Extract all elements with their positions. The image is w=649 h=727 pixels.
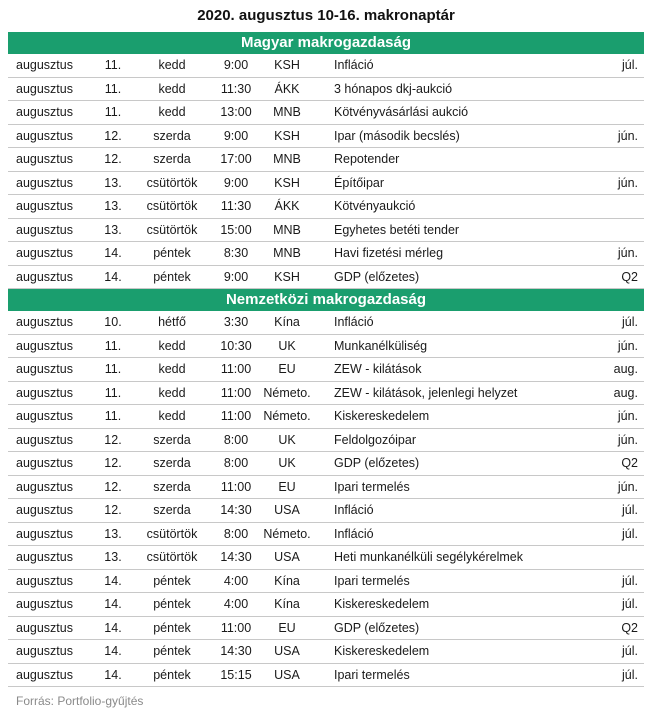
table-row <box>8 172 644 196</box>
day-cell: 10. <box>104 315 122 329</box>
event-cell: Kötvényaukció <box>334 199 416 213</box>
weekday-cell: kedd <box>158 362 186 376</box>
period-cell: júl. <box>622 644 638 658</box>
source-cell: USA <box>274 644 300 658</box>
period-cell <box>594 546 644 569</box>
section-header: Magyar makrogazdaság <box>8 32 644 54</box>
period-cell: Q2 <box>621 620 638 635</box>
day-cell: 14. <box>104 667 122 682</box>
period-cell: Q2 <box>621 269 638 284</box>
source-cell: Kína <box>274 315 300 329</box>
month-cell: augusztus <box>16 315 73 329</box>
weekday-cell: kedd <box>158 105 186 119</box>
month-cell: augusztus <box>16 597 73 611</box>
period-cell: jún. <box>617 338 638 353</box>
source-cell: MNB <box>273 152 301 166</box>
period-cell: jún. <box>617 432 638 447</box>
month-cell: augusztus <box>16 620 73 635</box>
time-cell: 13:00 <box>220 105 252 119</box>
event-cell: Építőipar <box>334 175 385 190</box>
section-hungarian <box>8 32 644 289</box>
table-row <box>8 593 644 617</box>
table-row <box>8 219 644 243</box>
time-cell: 8:00 <box>223 432 249 447</box>
period-cell: jún. <box>617 175 638 190</box>
source-cell: ÁKK <box>274 81 300 96</box>
table-row <box>8 664 644 688</box>
day-cell: 12. <box>104 432 122 447</box>
macro-calendar <box>8 0 644 711</box>
month-cell: augusztus <box>16 479 73 494</box>
month-cell: augusztus <box>16 128 73 143</box>
month-cell: augusztus <box>16 503 73 517</box>
period-cell: jún. <box>617 479 638 494</box>
weekday-cell: szerda <box>153 152 191 166</box>
table-row <box>8 335 644 359</box>
weekday-cell: kedd <box>158 385 186 400</box>
source-cell: USA <box>274 667 300 682</box>
table-row <box>8 195 644 219</box>
event-cell: Havi fizetési mérleg <box>334 246 444 260</box>
event-cell: GDP (előzetes) <box>334 269 420 284</box>
event-cell: Kiskereskedelem <box>334 644 430 658</box>
table-row <box>8 640 644 664</box>
section-international <box>8 289 644 687</box>
source-cell: KSH <box>274 175 300 190</box>
period-cell: júl. <box>622 503 638 517</box>
source-cell: KSH <box>274 128 300 143</box>
source-cell: MNB <box>273 105 301 119</box>
event-cell: Repotender <box>334 152 400 166</box>
month-cell: augusztus <box>16 58 73 72</box>
period-cell: jún. <box>617 246 638 260</box>
period-cell <box>594 219 644 242</box>
row-list <box>8 54 644 289</box>
source-cell: USA <box>274 503 300 517</box>
event-cell: Ipari termelés <box>334 479 410 494</box>
weekday-cell: péntek <box>153 644 191 658</box>
month-cell: augusztus <box>16 573 73 588</box>
weekday-cell: csütörtök <box>146 199 198 213</box>
weekday-cell: hétfő <box>158 315 186 329</box>
period-cell: júl. <box>622 526 638 541</box>
period-cell: júl. <box>622 667 638 682</box>
page-title: 2020. augusztus 10-16. makronaptár <box>197 7 455 24</box>
time-cell: 11:00 <box>220 620 252 635</box>
period-cell: aug. <box>613 362 638 376</box>
time-cell: 15:15 <box>220 667 252 682</box>
day-cell: 13. <box>104 526 122 541</box>
period-cell: júl. <box>622 58 638 72</box>
month-cell: augusztus <box>16 246 73 260</box>
day-cell: 14. <box>104 269 122 284</box>
day-cell: 13. <box>104 550 122 564</box>
event-cell: Infláció <box>334 503 374 517</box>
table-row <box>8 405 644 429</box>
time-cell: 11:00 <box>220 409 252 423</box>
table-row <box>8 523 644 547</box>
time-cell: 14:30 <box>220 644 252 658</box>
table-row <box>8 382 644 406</box>
weekday-cell: péntek <box>153 620 191 635</box>
time-cell: 11:00 <box>220 385 252 400</box>
event-cell: Munkanélküliség <box>334 338 428 353</box>
event-cell: ZEW - kilátások, jelenlegi helyzet <box>334 385 518 400</box>
month-cell: augusztus <box>16 105 73 119</box>
source-cell: UK <box>278 338 296 353</box>
month-cell: augusztus <box>16 526 73 541</box>
event-cell: GDP (előzetes) <box>334 456 420 470</box>
table-row <box>8 266 644 290</box>
source-cell: UK <box>278 432 296 447</box>
event-cell: Kiskereskedelem <box>334 597 430 611</box>
weekday-cell: péntek <box>153 246 191 260</box>
day-cell: 11. <box>104 338 122 353</box>
event-cell: Ipari termelés <box>334 667 410 682</box>
time-cell: 14:30 <box>220 503 252 517</box>
table-row <box>8 125 644 149</box>
source-cell: KSH <box>274 58 300 72</box>
period-cell: Q2 <box>621 456 638 470</box>
month-cell: augusztus <box>16 362 73 376</box>
weekday-cell: szerda <box>153 128 191 143</box>
day-cell: 12. <box>104 456 122 470</box>
day-cell: 13. <box>104 222 122 237</box>
month-cell: augusztus <box>16 456 73 470</box>
period-cell <box>594 195 644 218</box>
time-cell: 8:00 <box>223 526 249 541</box>
day-cell: 14. <box>104 573 122 588</box>
month-cell: augusztus <box>16 199 73 213</box>
period-cell: júl. <box>622 597 638 611</box>
day-cell: 12. <box>104 479 122 494</box>
event-cell: Infláció <box>334 526 374 541</box>
event-cell: Infláció <box>334 58 374 72</box>
source-cell: Kína <box>274 573 300 588</box>
source-cell: ÁKK <box>274 199 300 213</box>
time-cell: 11:00 <box>220 479 252 494</box>
month-cell: augusztus <box>16 550 73 564</box>
event-cell: Heti munkanélküli segélykérelmek <box>334 550 523 564</box>
month-cell: augusztus <box>16 269 73 284</box>
weekday-cell: csütörtök <box>146 526 198 541</box>
day-cell: 14. <box>104 597 122 611</box>
source-cell: USA <box>274 550 300 564</box>
table-row <box>8 78 644 102</box>
event-cell: Infláció <box>334 315 374 329</box>
time-cell: 9:00 <box>223 58 249 72</box>
section-header: Nemzetközi makrogazdaság <box>8 289 644 311</box>
month-cell: augusztus <box>16 432 73 447</box>
day-cell: 13. <box>104 175 122 190</box>
period-cell: jún. <box>617 128 638 143</box>
weekday-cell: kedd <box>158 58 186 72</box>
time-cell: 10:30 <box>220 338 252 353</box>
day-cell: 14. <box>104 246 122 260</box>
time-cell: 9:00 <box>223 269 249 284</box>
day-cell: 13. <box>104 199 122 213</box>
day-cell: 11. <box>104 362 122 376</box>
event-cell: Ipari termelés <box>334 573 410 588</box>
table-row <box>8 617 644 641</box>
time-cell: 9:00 <box>223 128 249 143</box>
time-cell: 3:30 <box>223 315 249 329</box>
time-cell: 4:00 <box>223 573 249 588</box>
table-row <box>8 358 644 382</box>
day-cell: 11. <box>104 58 122 72</box>
month-cell: augusztus <box>16 338 73 353</box>
table-row <box>8 546 644 570</box>
source-cell: EU <box>278 362 296 376</box>
time-cell: 15:00 <box>220 222 252 237</box>
weekday-cell: csütörtök <box>146 175 198 190</box>
day-cell: 14. <box>104 620 122 635</box>
month-cell: augusztus <box>16 222 73 237</box>
period-cell <box>594 78 644 101</box>
weekday-cell: csütörtök <box>146 222 198 237</box>
period-cell: jún. <box>617 409 638 423</box>
source-cell: Németo. <box>263 385 311 400</box>
table-row <box>8 452 644 476</box>
day-cell: 11. <box>104 81 122 96</box>
day-cell: 11. <box>104 105 122 119</box>
source-note: Forrás: Portfolio-gyűjtés <box>16 694 144 708</box>
month-cell: augusztus <box>16 385 73 400</box>
day-cell: 11. <box>104 385 122 400</box>
table-row <box>8 54 644 78</box>
day-cell: 12. <box>104 128 122 143</box>
time-cell: 4:00 <box>223 597 249 611</box>
time-cell: 11:30 <box>220 199 252 213</box>
period-cell: aug. <box>613 385 638 400</box>
event-cell: GDP (előzetes) <box>334 620 420 635</box>
month-cell: augusztus <box>16 409 73 423</box>
day-cell: 12. <box>104 503 122 517</box>
day-cell: 14. <box>104 644 122 658</box>
time-cell: 11:00 <box>220 362 252 376</box>
weekday-cell: péntek <box>153 597 191 611</box>
source-cell: UK <box>278 456 296 470</box>
event-cell: Kiskereskedelem <box>334 409 430 423</box>
table-row <box>8 476 644 500</box>
source-cell: MNB <box>273 246 301 260</box>
row-list <box>8 311 644 687</box>
table-row <box>8 101 644 125</box>
event-cell: Kötvényvásárlási aukció <box>334 105 469 119</box>
weekday-cell: csütörtök <box>146 550 198 564</box>
table-row <box>8 311 644 335</box>
table-row <box>8 429 644 453</box>
weekday-cell: péntek <box>153 667 191 682</box>
month-cell: augusztus <box>16 81 73 96</box>
table-row <box>8 499 644 523</box>
month-cell: augusztus <box>16 667 73 682</box>
weekday-cell: szerda <box>153 432 191 447</box>
event-cell: ZEW - kilátások <box>334 362 422 376</box>
time-cell: 8:00 <box>223 456 249 470</box>
day-cell: 12. <box>104 152 122 166</box>
weekday-cell: péntek <box>153 573 191 588</box>
time-cell: 8:30 <box>223 246 249 260</box>
period-cell <box>594 101 644 124</box>
source-cell: MNB <box>273 222 301 237</box>
weekday-cell: szerda <box>153 479 191 494</box>
month-cell: augusztus <box>16 175 73 190</box>
source-cell: Kína <box>274 597 300 611</box>
weekday-cell: péntek <box>153 269 191 284</box>
event-cell: 3 hónapos dkj-aukció <box>334 81 453 96</box>
weekday-cell: szerda <box>153 456 191 470</box>
weekday-cell: szerda <box>153 503 191 517</box>
table-row <box>8 242 644 266</box>
weekday-cell: kedd <box>158 409 186 423</box>
weekday-cell: kedd <box>158 338 186 353</box>
source-cell: EU <box>278 620 296 635</box>
time-cell: 9:00 <box>223 175 249 190</box>
table-row <box>8 148 644 172</box>
table-row <box>8 570 644 594</box>
period-cell: júl. <box>622 573 638 588</box>
source-cell: Németo. <box>263 526 311 541</box>
time-cell: 17:00 <box>220 152 252 166</box>
source-cell: EU <box>278 479 296 494</box>
weekday-cell: kedd <box>158 81 186 96</box>
source-cell: KSH <box>274 269 300 284</box>
month-cell: augusztus <box>16 152 73 166</box>
day-cell: 11. <box>104 409 122 423</box>
time-cell: 11:30 <box>220 81 252 96</box>
event-cell: Ipar (második becslés) <box>334 128 460 143</box>
source-cell: Németo. <box>263 409 311 423</box>
event-cell: Egyhetes betéti tender <box>334 222 460 237</box>
period-cell: júl. <box>622 315 638 329</box>
time-cell: 14:30 <box>220 550 252 564</box>
month-cell: augusztus <box>16 644 73 658</box>
period-cell <box>594 148 644 171</box>
event-cell: Feldolgozóipar <box>334 432 416 447</box>
